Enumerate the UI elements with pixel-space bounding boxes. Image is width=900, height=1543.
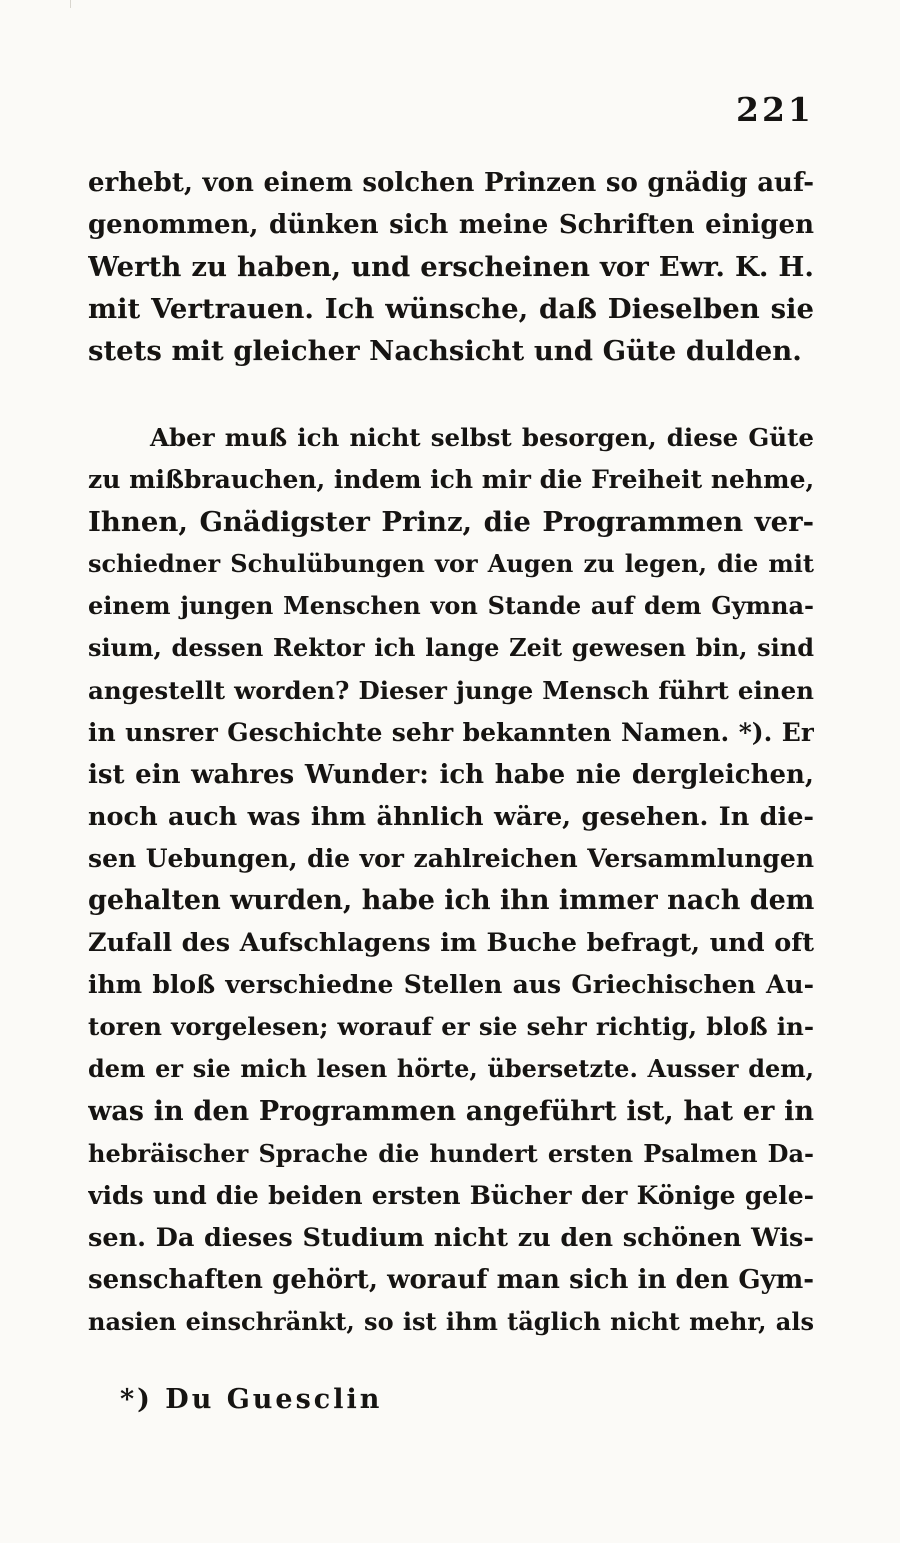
text-line: genommen, dünken sich meine Schriften einigen [88,210,814,240]
text-line: zu mißbrauchen, indem ich mir die Freiheit nehme, [88,465,814,495]
text-line: Ihnen, Gnädigster Prinz, die Programmen ver- [88,506,814,539]
text-line: angestellt worden? Dieser junge Mensch führt einen [88,675,814,705]
text-line: ist ein wahres Wunder: ich habe nie dergleichen, [88,759,814,790]
text-line: was in den Programmen angeführt ist, hat er in [88,1095,814,1127]
text-line: Werth zu haben, und erscheinen vor Ewr. K. H. [88,251,814,283]
page-number: 221 [736,90,814,129]
text-line: vids und die beiden ersten Bücher der Könige gele- [88,1180,814,1210]
text-line: stets mit gleicher Nachsicht und Güte dulden. [88,335,802,367]
text-line: sen Uebungen, die vor zahlreichen Versammlungen [88,843,814,873]
text-line: einem jungen Menschen von Stande auf dem Gymna- [88,591,814,621]
text-line: ihm bloß verschiedne Stellen aus Griechischen Au- [88,970,814,1000]
text-line: in unsrer Geschichte sehr bekannten Namen. *). Er [88,717,814,747]
text-line: dem er sie mich lesen hörte, übersetzte. Ausser dem, [88,1054,814,1084]
text-line: toren vorgelesen; worauf er sie sehr richtig, bloß in- [88,1012,814,1042]
text-line: gehalten wurden, habe ich ihn immer nach dem [88,885,814,917]
text-line: hebräischer Sprache die hundert ersten Psalmen Da- [88,1138,814,1168]
text-line: sen. Da dieses Studium nicht zu den schönen Wis- [88,1222,814,1253]
paragraph-1 [88,162,814,372]
text-line: noch auch was ihm ähnlich wäre, gesehen. In die- [88,801,814,832]
text-line: Aber muß ich nicht selbst besorgen, diese Güte [150,423,814,452]
text-line: mit Vertrauen. Ich wünsche, daß Dieselben sie [88,293,814,325]
scan-edge-mark [70,0,71,8]
text-line: Zufall des Aufschlagens im Buche befragt, und oft [88,928,814,959]
footnote: *) Du Guesclin [120,1384,383,1415]
text-line: schiedner Schulübungen vor Augen zu legen, die mit [88,549,814,579]
paragraph-2 [88,417,814,1343]
text-line: senschaften gehört, worauf man sich in den Gym- [88,1264,814,1295]
text-line: nasien einschränkt, so ist ihm täglich nicht mehr, als [88,1306,814,1336]
text-line: erhebt, von einem solchen Prinzen so gnädig auf- [88,168,814,198]
text-line: sium, dessen Rektor ich lange Zeit gewesen bin, sind [88,633,814,663]
